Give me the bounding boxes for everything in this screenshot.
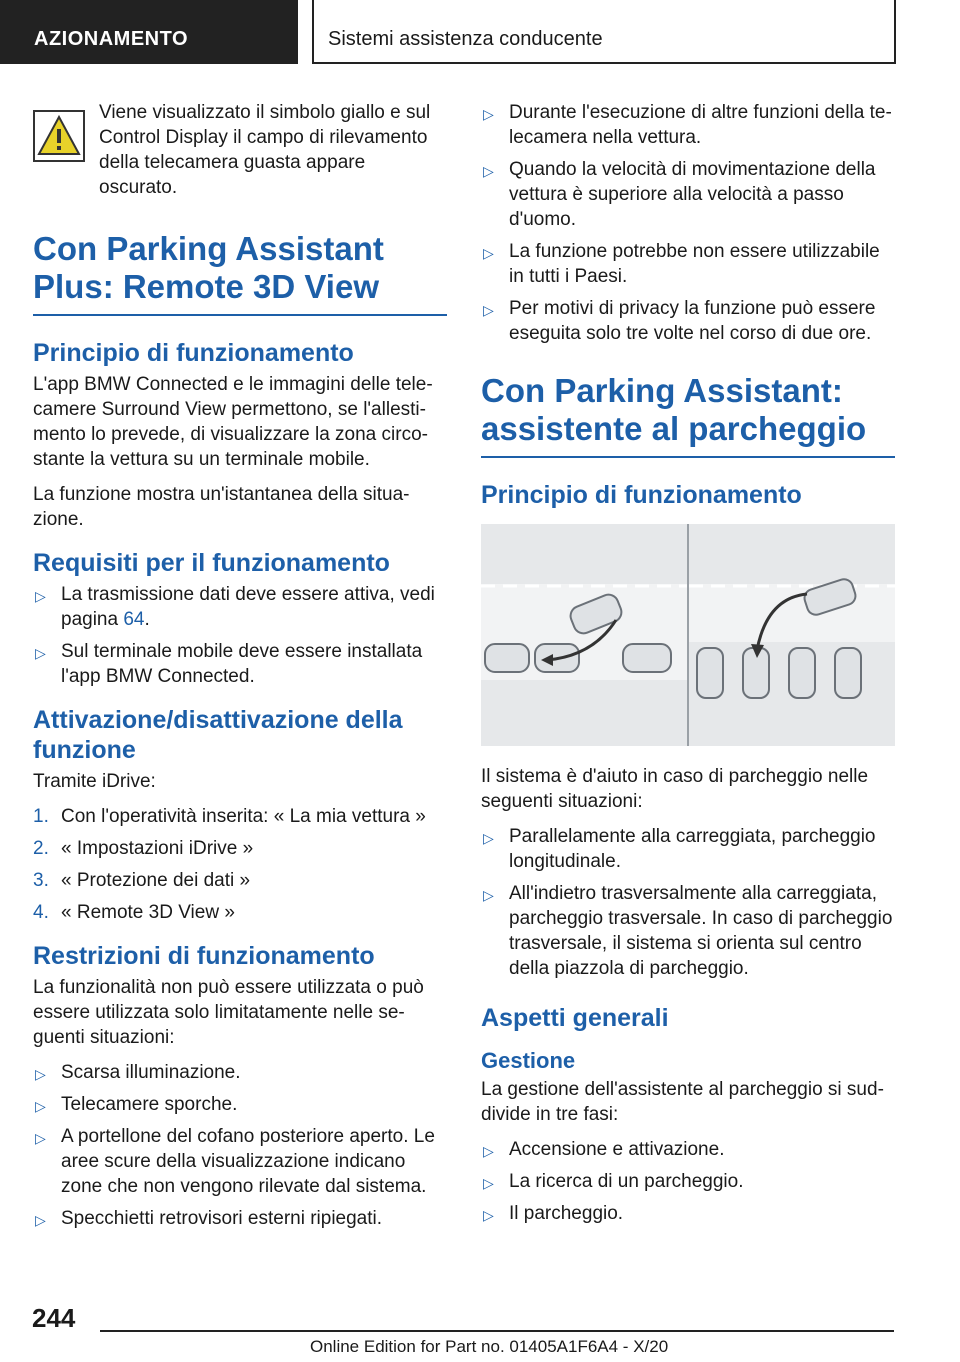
list-item: ▷ Il parcheggio. [481,1201,895,1226]
list-item: ▷ La funzione potrebbe non essere utilizzabile in tutti i Paesi. [483,241,880,287]
triangle-bullet-icon: ▷ [483,163,494,179]
triangle-bullet-icon: ▷ [483,106,494,122]
right-column [481,100,895,1240]
principle-paragraph-2b: Il sistema è d'aiuto in caso di parcheggio nelle seguenti situazioni: [481,766,869,812]
chapter-title-parking-assistant: Con Parking Assistant: assistente al parcheggio [481,372,895,458]
step-item: 3. « Protezione dei dati » [33,870,251,891]
section-title-principle-2: Principio di funzionamento [481,481,802,509]
list-item: ▷ Accensione e attivazione. [481,1137,895,1162]
list-item: ▷ Specchietti retrovisori esterni ripiegati. [33,1206,447,1231]
parking-illustration [481,524,895,746]
page-number: 244 [32,1303,76,1333]
triangle-bullet-icon: ▷ [483,1143,494,1159]
list-item: ▷ A portellone del cofano posteriore aperto. Le aree scure della visualizzazione indicano zone che non vengono rilevate dal sistema. [35,1126,435,1197]
list-item: ▷ All'indietro trasversalmente alla carreggiata, parcheggio trasversale. In caso di parcheggio trasversale, il sistema si orienta sul centro della piazzola di parcheggio. [483,883,893,979]
step-item: 1. Con l'operatività inserita: « La mia vettura » [33,806,426,827]
triangle-bullet-icon: ▷ [35,1130,46,1146]
principle-paragraph-2: La funzione mostra un'istantanea della situazione. [33,484,410,530]
triangle-bullet-icon: ▷ [35,645,46,661]
list-item: ▷ La ricerca di un parcheggio. [481,1169,895,1194]
section-title-limits: Restrizioni di funzionamento [33,942,375,970]
left-column [33,100,447,1245]
phases-list [481,1137,895,1226]
list-item: ▷ Durante l'esecuzione di altre funzioni della telecamera nella vettura. [483,102,892,148]
triangle-bullet-icon: ▷ [35,1098,46,1114]
limits-list-continued [481,100,895,346]
parking-diagram-image [481,524,895,746]
section-title-activation: Attivazione/disattivazione della funzione [33,706,403,764]
warning-block [33,100,447,200]
list-item: ▷ Sul terminale mobile deve essere installata l'app BMW Connected. [35,641,423,687]
chapter-title-remote-3d-view: Con Parking Assistant Plus: Remote 3D View [33,230,447,316]
activation-steps [33,804,447,925]
warning-triangle-icon [33,110,85,162]
triangle-bullet-icon: ▷ [483,302,494,318]
list-item: ▷ Telecamere sporche. [33,1092,447,1117]
footer-edition: Online Edition for Part no. 01405A1F6A4 - X/20 [310,1337,669,1356]
triangle-bullet-icon: ▷ [483,1207,494,1223]
principle-paragraph-1: L'app BMW Connected e le immagini delle telecamere Surround View permettono, se l'allestimento lo prevede, di visualizzare la zona circostante la vettura su un terminale mobile. [33,374,433,470]
list-item: ▷ Quando la velocità di movimentazione della vettura è superiore alla velocità a passo d'uomo. [483,159,876,230]
step-item: 2. « Impostazioni iDrive » [33,838,254,859]
triangle-bullet-icon: ▷ [35,588,46,604]
page-link[interactable]: 64 [123,609,145,630]
section-tab[interactable]: AZIONAMENTO [0,0,298,64]
chapter-tab[interactable]: Sistemi assistenza conducente [312,0,896,64]
footer-divider [100,1330,894,1332]
triangle-bullet-icon: ▷ [483,830,494,846]
triangle-bullet-icon: ▷ [483,245,494,261]
step-item: 4. « Remote 3D View » [33,902,235,923]
section-title-requirements: Requisiti per il funzionamento [33,549,390,577]
list-item: ▷ Per motivi di privacy la funzione può essere eseguita solo tre volte nel corso di due ore. [483,298,876,344]
gestione-paragraph: La gestione dell'assistente al parcheggio si suddivide in tre fasi: [481,1079,884,1125]
section-title-principle: Principio di funzionamento [33,339,354,367]
list-item: ▷ Parallelamente alla carreggiata, parcheggio longitudinale. [483,826,876,872]
requirements-list [33,582,447,689]
section-title-general: Aspetti generali [481,1004,669,1032]
list-item: ▷ Scarsa illuminazione. [33,1060,447,1085]
situations-list [481,824,895,981]
subsection-title-gestione: Gestione [481,1048,576,1073]
page-header [0,0,960,66]
triangle-bullet-icon: ▷ [35,1066,46,1082]
activation-intro: Tramite iDrive: [33,771,156,792]
triangle-bullet-icon: ▷ [483,887,494,903]
list-item: ▷ La trasmissione dati deve essere attiva, vedi pagina 64. [35,584,435,630]
triangle-bullet-icon: ▷ [35,1212,46,1228]
triangle-bullet-icon: ▷ [483,1175,494,1191]
warning-text: Viene visualizzato il simbolo giallo e sul Control Display il campo di rilevamento della telecamera guasta appare oscurato. [99,102,431,198]
limits-intro: La funzionalità non può essere utilizzata o può essere utilizzata solo limitatamente nelle seguenti situazioni: [33,977,424,1048]
limits-list [33,1060,447,1231]
